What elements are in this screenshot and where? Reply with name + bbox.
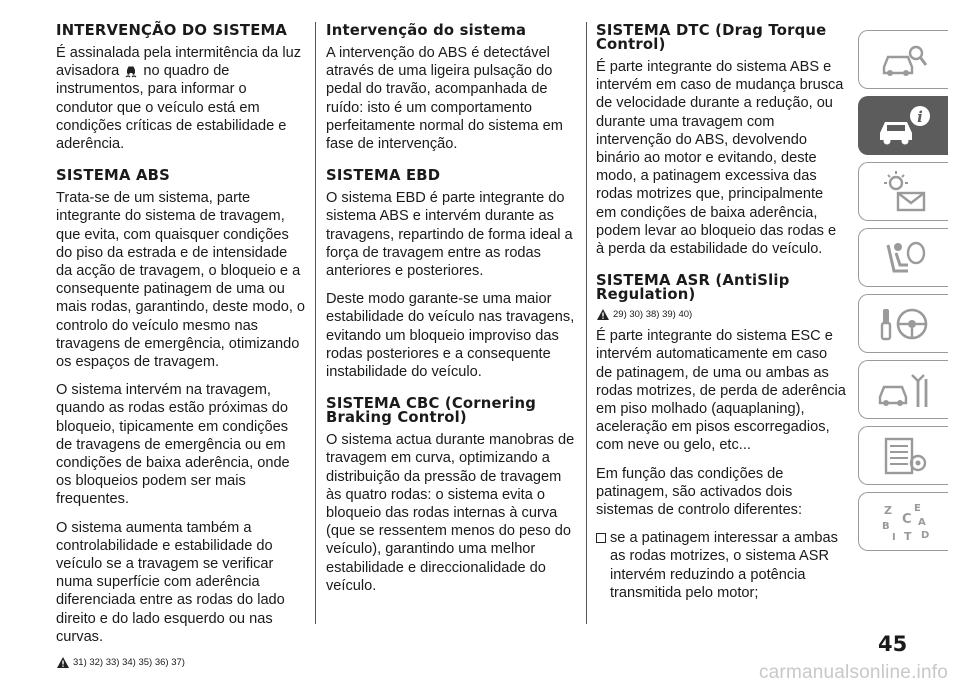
car-service-tools-icon xyxy=(874,367,934,413)
paragraph: O sistema actua durante manobras de travagem em curva, optimizando a distribuição da pressão de travagem às quatro rodas: o sistema evita o bloqueio das rodas internas à curva (que se ressentem menos do peso do veículo), garantindo uma melhor estabilidade e direccionalidade do veículo. xyxy=(326,432,575,594)
tab-car-knowledge[interactable] xyxy=(858,30,948,89)
list-item: se a patinagem interessar a ambas as rodas motrizes, o sistema ASR intervém reduzindo a potência transmitida pelo motor; xyxy=(596,529,846,602)
key-steering-wheel-icon xyxy=(874,301,934,347)
paragraph: O sistema EBD é parte integrante do sistema ABS e intervém durante as travagens, repartindo de forma ideal a força de travagem entre as rodas anteriores e posteriores. xyxy=(326,190,573,280)
heading-dtc-system: SISTEMA DTC (Drag Torque Control) xyxy=(596,22,827,53)
paragraph: É parte integrante do sistema ABS e intervém em caso de mudança brusca de velocidade durante a redução, ou durante uma travagem com intervenção do ABS, devolvendo binário ao motor e evitando, deste modo, a patinagem excessiva das rodas motrizes que, principalmente em condições de baixa aderência, podem levar ao bloqueio das rodas e à perda da estabilidade do veículo. xyxy=(596,59,844,258)
car-info-icon xyxy=(874,103,934,149)
tab-emergency[interactable] xyxy=(858,360,948,419)
heading-system-intervention-sub: Intervenção do sistema xyxy=(326,22,527,39)
index-letters-icon xyxy=(874,499,934,545)
column-right xyxy=(596,24,846,602)
index-letter: A xyxy=(917,516,926,528)
airbag-seat-icon xyxy=(874,235,934,281)
watermark: carmanualsonline.info xyxy=(758,662,948,683)
lights-warning-icon xyxy=(874,169,934,215)
tab-maintenance[interactable] xyxy=(858,426,948,485)
tab-starting-driving[interactable] xyxy=(858,294,948,353)
index-letter: D xyxy=(920,529,929,541)
heading-system-intervention: INTERVENÇÃO DO SISTEMA xyxy=(56,22,288,39)
tab-safety-info[interactable] xyxy=(858,96,948,155)
paragraph: O sistema intervém na travagem, quando as rodas estão próximas do bloqueio, tipicamente em condições de travagens de emergência ou em condições de baixa aderência, onde os bloqueios podem ser mais frequentes. xyxy=(56,382,290,508)
paragraph: O sistema aumenta também a controlabilidade e estabilidade do veículo se a travagem se verificar numa superfície com aderência diferenciada entre as rodas do lado direito e do lado esquerdo ou nas curvas. xyxy=(56,519,285,645)
page-number: 45 xyxy=(878,632,908,656)
index-letter: T xyxy=(903,529,912,543)
index-letter: B xyxy=(881,520,890,532)
heading-cbc-system: SISTEMA CBC (Cornering Braking Control) xyxy=(326,395,537,427)
column-divider xyxy=(315,22,316,624)
tab-safety[interactable] xyxy=(858,228,948,287)
chapter-sidebar xyxy=(858,30,948,558)
heading-ebd-system: SISTEMA EBD xyxy=(326,167,441,185)
column-left xyxy=(56,24,306,675)
index-letter: C xyxy=(901,511,912,527)
index-letter: Z xyxy=(883,503,892,517)
maintenance-list-icon xyxy=(874,433,934,479)
svg-text:i: i xyxy=(916,107,923,126)
heading-abs-system: SISTEMA ABS xyxy=(56,167,170,185)
tab-index[interactable] xyxy=(858,492,948,551)
index-letter: E xyxy=(913,502,921,514)
car-search-icon xyxy=(874,37,934,83)
warning-references: 29) 30) 38) 39) 40) xyxy=(596,308,846,321)
paragraph: Em função das condições de patinagem, são activados dois sistemas de controlo diferentes: xyxy=(596,465,803,519)
tab-warning-lights[interactable] xyxy=(858,162,948,221)
warning-triangle-icon xyxy=(56,656,70,669)
index-letter: I xyxy=(891,531,896,543)
heading-asr-system: SISTEMA ASR (AntiSlip Regulation) xyxy=(596,272,790,304)
warning-references: 31) 32) 33) 34) 35) 36) 37) xyxy=(56,656,306,669)
paragraph: Trata-se de um sistema, parte integrante do sistema de travagem, que evita, com quaisquer condições do piso da estrada e de intensidade da acção de travagem, o bloqueio e a consequente patinagem de uma ou mais rodas, garantindo, deste modo, o controlo do veículo mesmo nas travagens de emergência, otimizando os espaços de travagem. xyxy=(56,190,306,371)
column-divider xyxy=(586,22,587,624)
warning-triangle-icon xyxy=(596,308,610,321)
column-middle xyxy=(326,24,576,605)
paragraph: É assinalada pela intermitência da luz avisadora no quadro de instrumentos, para informar o condutor que o veículo está em condições críticas de estabilidade e aderência. xyxy=(56,45,301,153)
paragraph: A intervenção do ABS é detectável através de uma ligeira pulsação do pedal do travão, acompanhada de ruído: isto é um comportamento perfeitamente normal do sistema em fase de intervenção. xyxy=(326,45,563,153)
paragraph: Deste modo garante-se uma maior estabilidade do veículo nas travagens, evitando um bloqueio improviso das rodas posteriores e a consequente instabilidade do veículo. xyxy=(326,291,575,381)
skid-warning-icon xyxy=(124,64,138,78)
checkbox-bullet-icon xyxy=(596,529,610,602)
paragraph: É parte integrante do sistema ESC e intervém automaticamente em caso de patinagem, de uma ou ambas as rodas motrizes, de perda de aderência em piso molhado (aquaplaning), aceleração em pisos escorregadios, com neve ou gelo, etc... xyxy=(596,328,846,454)
